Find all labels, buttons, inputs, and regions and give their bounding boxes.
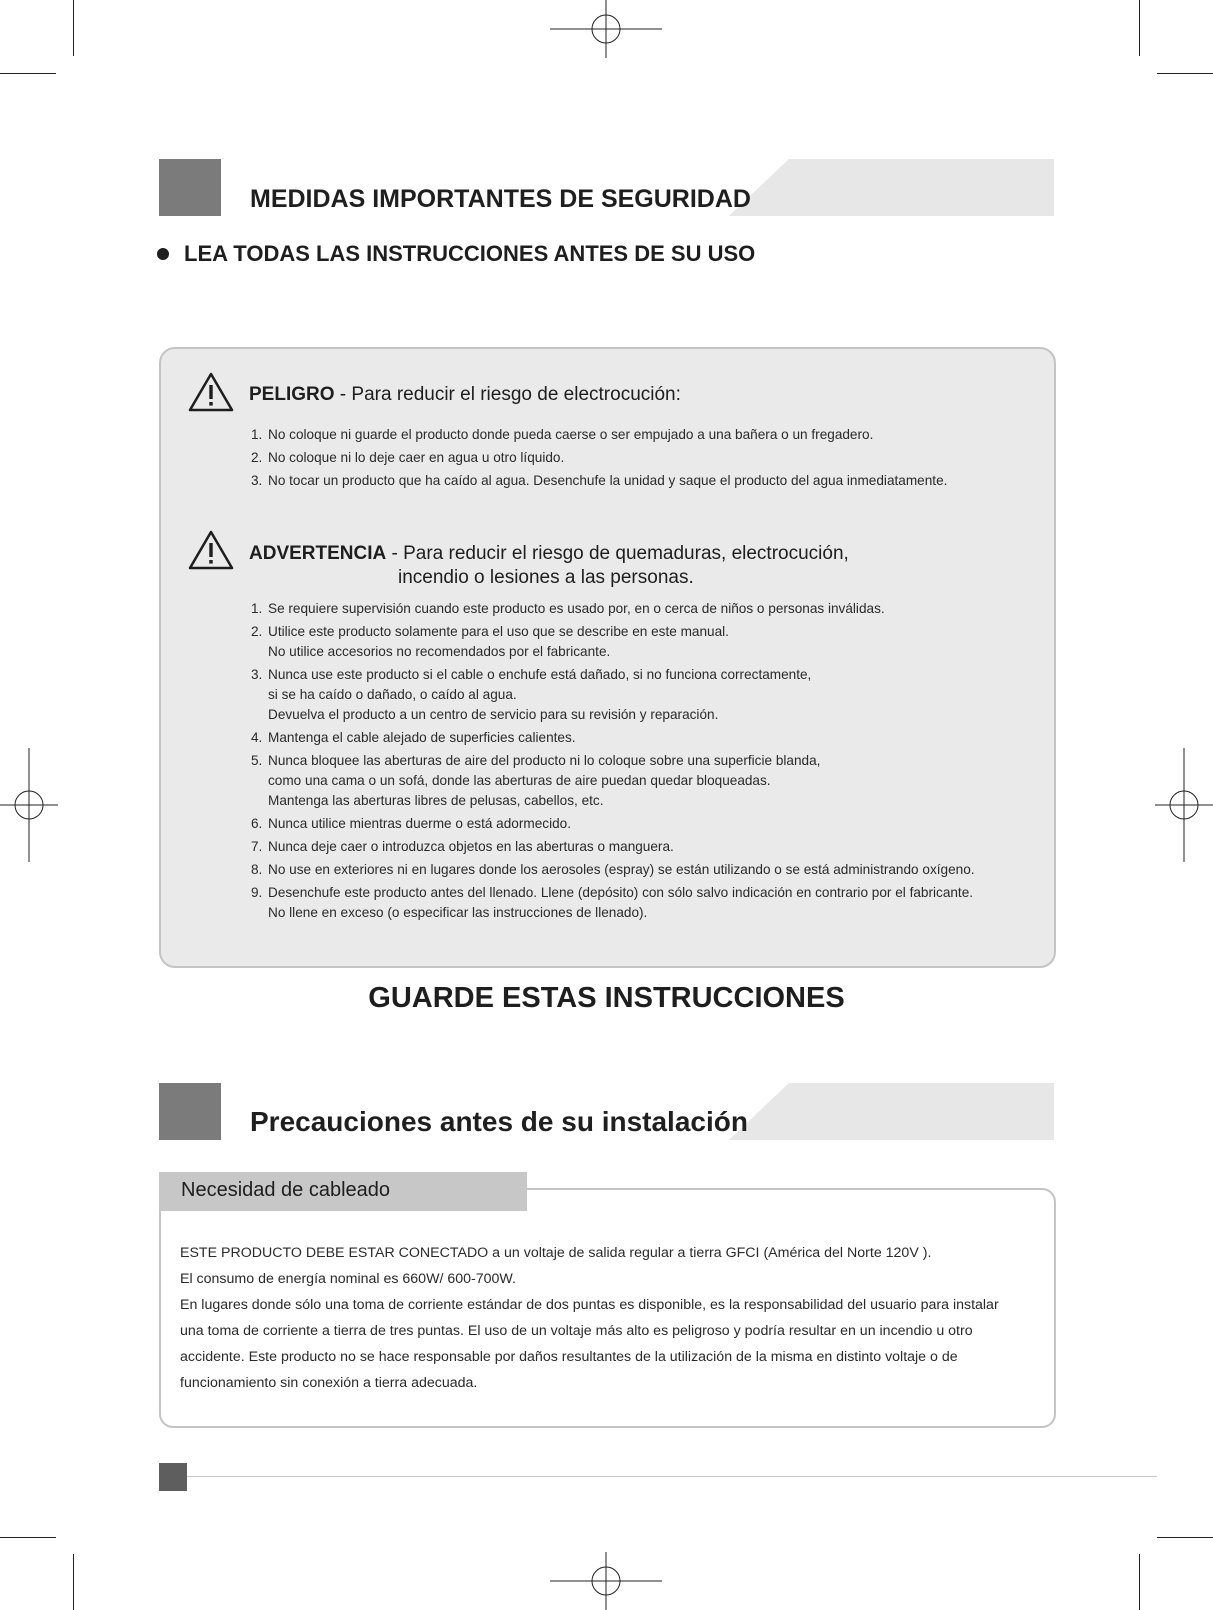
item-number: 3. xyxy=(251,473,263,488)
crop-mark xyxy=(1139,1554,1140,1610)
wiring-text-line: una toma de corriente a tierra de tres puntas. El uso de un voltaje más alto es peligroso y podría resultar en un incendio u otro xyxy=(180,1323,973,1339)
list-item xyxy=(251,883,975,923)
item-number: 2. xyxy=(251,450,263,465)
read-all-notice xyxy=(157,241,755,267)
item-text: No utilice accesorios no recomendados por el fabricante. xyxy=(268,644,611,659)
item-text: No coloque ni lo deje caer en agua u otro líquido. xyxy=(268,450,565,465)
list-item xyxy=(251,622,975,662)
warning-text-line1: - Para reducir el riesgo de quemaduras, electrocución, xyxy=(386,543,849,564)
list-item xyxy=(251,814,975,834)
warning-keyword: ADVERTENCIA xyxy=(249,543,387,564)
crop-mark xyxy=(1157,73,1213,74)
danger-text: - Para reducir el riesgo de electrocución: xyxy=(334,384,681,405)
warning-text-line2: incendio o lesiones a las personas. xyxy=(398,567,694,588)
wiring-text-line: En lugares donde sólo una toma de corriente estándar de dos puntas es disponible, es la responsabilidad del usuario para instalar xyxy=(180,1297,999,1313)
item-text: No coloque ni guarde el producto donde pueda caerse o ser empujado a una bañera o un fregadero. xyxy=(268,427,874,442)
item-number: 2. xyxy=(251,624,263,639)
list-item xyxy=(251,425,947,445)
item-text: Se requiere supervisión cuando este producto es usado por, en o cerca de niños o personas inválidas. xyxy=(268,601,885,616)
registration-mark-icon xyxy=(550,0,662,58)
danger-list xyxy=(251,425,947,494)
crop-mark xyxy=(1139,0,1140,56)
bullet-icon xyxy=(157,248,169,260)
item-number: 8. xyxy=(251,862,263,877)
wiring-text xyxy=(180,1240,999,1396)
item-number: 1. xyxy=(251,427,263,442)
wiring-text-line: funcionamiento sin conexión a tierra adecuada. xyxy=(180,1375,478,1391)
wiring-text-line: accidente. Este producto no se hace responsable por daños resultantes de la utilización de la misma en distinto voltaje o de xyxy=(180,1349,958,1365)
save-instructions-title: GUARDE ESTAS INSTRUCCIONES xyxy=(368,982,845,1014)
item-text: Mantenga las aberturas libres de pelusas, cabellos, etc. xyxy=(268,793,604,808)
warning-list xyxy=(251,599,975,926)
item-number: 4. xyxy=(251,730,263,745)
registration-mark-icon xyxy=(550,1552,662,1610)
section-header-safety xyxy=(159,159,1054,216)
danger-heading xyxy=(249,384,681,406)
crop-mark xyxy=(0,1537,56,1538)
wiring-tab-label: Necesidad de cableado xyxy=(181,1179,391,1201)
list-item xyxy=(251,728,975,748)
page-number-marker xyxy=(159,1463,187,1491)
item-text: No use en exteriores ni en lugares donde los aerosoles (espray) se están utilizando o se está administrando oxígeno. xyxy=(268,862,975,877)
crop-mark xyxy=(1157,1537,1213,1538)
item-text: Devuelva el producto a un centro de servicio para su revisión y reparación. xyxy=(268,707,719,722)
section-title: Precauciones antes de su instalación xyxy=(250,1106,748,1137)
list-item xyxy=(251,751,975,811)
item-text: Nunca use este producto si el cable o enchufe está dañado, si no funciona correctamente, xyxy=(268,667,812,682)
item-text: Nunca utilice mientras duerme o está adormecido. xyxy=(268,816,571,831)
item-text: si se ha caído o dañado, o caído al agua. xyxy=(268,687,517,702)
warning-triangle-icon xyxy=(188,530,234,570)
item-number: 9. xyxy=(251,885,263,900)
item-number: 3. xyxy=(251,667,263,682)
list-item xyxy=(251,837,975,857)
wiring-tab xyxy=(159,1172,527,1211)
crop-mark xyxy=(73,0,74,56)
item-text: Nunca deje caer o introduzca objetos en las aberturas o manguera. xyxy=(268,839,674,854)
item-text: como una cama o un sofá, donde las aberturas de aire puedan quedar bloqueadas. xyxy=(268,773,771,788)
section-title: MEDIDAS IMPORTANTES DE SEGURIDAD xyxy=(250,185,751,213)
list-item xyxy=(251,471,947,491)
wiring-text-line: El consumo de energía nominal es 660W/ 600-700W. xyxy=(180,1271,516,1287)
item-text: No tocar un producto que ha caído al agua. Desenchufe la unidad y saque el producto del agua inmediatamente. xyxy=(268,473,948,488)
list-item xyxy=(251,665,975,725)
item-number: 6. xyxy=(251,816,263,831)
warning-heading xyxy=(249,543,849,565)
item-number: 1. xyxy=(251,601,263,616)
list-item xyxy=(251,860,975,880)
list-item xyxy=(251,448,947,468)
item-text: Mantenga el cable alejado de superficies calientes. xyxy=(268,730,576,745)
footer-rule xyxy=(187,1476,1157,1477)
item-text: Desenchufe este producto antes del llenado. Llene (depósito) con sólo salvo indicación en contrario por el fabricante. xyxy=(268,885,974,900)
warning-triangle-icon xyxy=(188,372,234,412)
item-number: 5. xyxy=(251,753,263,768)
list-item xyxy=(251,599,975,619)
wiring-text-line: ESTE PRODUCTO DEBE ESTAR CONECTADO a un voltaje de salida regular a tierra GFCI (América del Norte 120V ). xyxy=(180,1245,932,1261)
item-text: Utilice este producto solamente para el uso que se describe en este manual. xyxy=(268,624,729,639)
crop-mark xyxy=(0,73,56,74)
danger-keyword: PELIGRO xyxy=(249,384,335,405)
registration-mark-icon xyxy=(0,748,58,862)
item-text: No llene en exceso (o especificar las instrucciones de llenado). xyxy=(268,905,648,920)
registration-mark-icon xyxy=(1155,748,1213,862)
section-header-installation xyxy=(159,1083,1054,1140)
crop-mark xyxy=(73,1554,74,1610)
item-text: Nunca bloquee las aberturas de aire del producto ni lo coloque sobre una superficie blanda, xyxy=(268,753,821,768)
item-number: 7. xyxy=(251,839,263,854)
read-all-text: LEA TODAS LAS INSTRUCCIONES ANTES DE SU USO xyxy=(184,241,756,266)
